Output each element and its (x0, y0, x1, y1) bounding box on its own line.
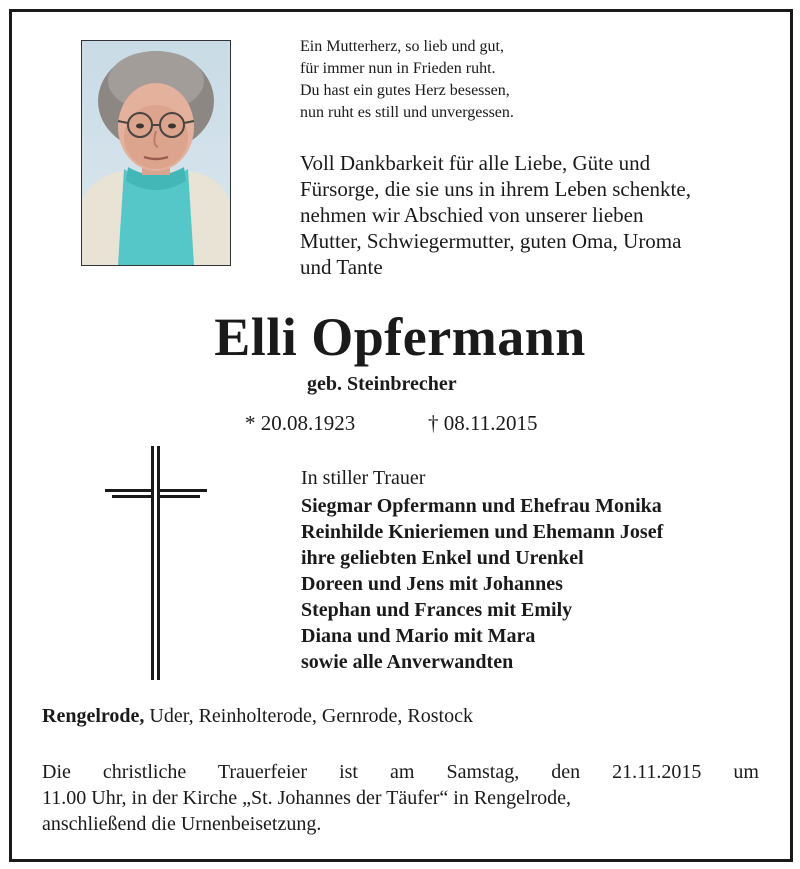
place-main: Rengelrode, (42, 705, 145, 727)
ceremony-line: anschließend die Urnenbeisetzung. (42, 813, 322, 835)
mourners-list (301, 493, 663, 675)
mourner-line: Siegmar Opfermann und Ehefrau Monika (301, 495, 662, 517)
deceased-name: Elli Opfermann (214, 307, 586, 367)
mourner-line: ihre geliebten Enkel und Urenkel (301, 547, 584, 569)
place-others: Uder, Reinholterode, Gernrode, Rostock (144, 705, 473, 727)
maiden-name: geb. Steinbrecher (307, 373, 457, 395)
mourner-line: Doreen und Jens mit Johannes (301, 573, 563, 595)
ceremony-line: Die christliche Trauerfeier ist am Samstag, den 21.11.2015 um (42, 761, 759, 783)
death-date: † 08.11.2015 (428, 411, 538, 435)
memorial-poem: Ein Mutterherz, so lieb und gut, für immer nun in Frieden ruht. Du hast ein gutes Herz besessen, nun ruht es still und unvergessen. (300, 38, 514, 121)
mourner-line: sowie alle Anverwandten (301, 651, 514, 673)
portrait-illustration (82, 41, 230, 265)
mourner-line: Reinhilde Knieriemen und Ehemann Josef (301, 521, 664, 543)
mourner-line: Stephan und Frances mit Emily (301, 599, 573, 621)
mourning-intro: In stiller Trauer (301, 467, 426, 489)
portrait-photo (81, 40, 231, 266)
ceremony-notice (42, 759, 759, 837)
mourner-line: Diana und Mario mit Mara (301, 625, 536, 647)
places-line (42, 703, 473, 729)
birth-date: * 20.08.1923 (245, 411, 356, 435)
gratitude-text: Voll Dankbarkeit für alle Liebe, Güte und Fürsorge, die sie uns in ihrem Leben schenkte, nehmen wir Abschied von unserer lieben Mutter, Schwiegermutter, guten Oma, Uroma und Tante (300, 151, 691, 279)
cross-icon (100, 444, 210, 684)
ceremony-line: 11.00 Uhr, in der Kirche „St. Johannes der Täufer“ in Rengelrode, (42, 787, 572, 809)
